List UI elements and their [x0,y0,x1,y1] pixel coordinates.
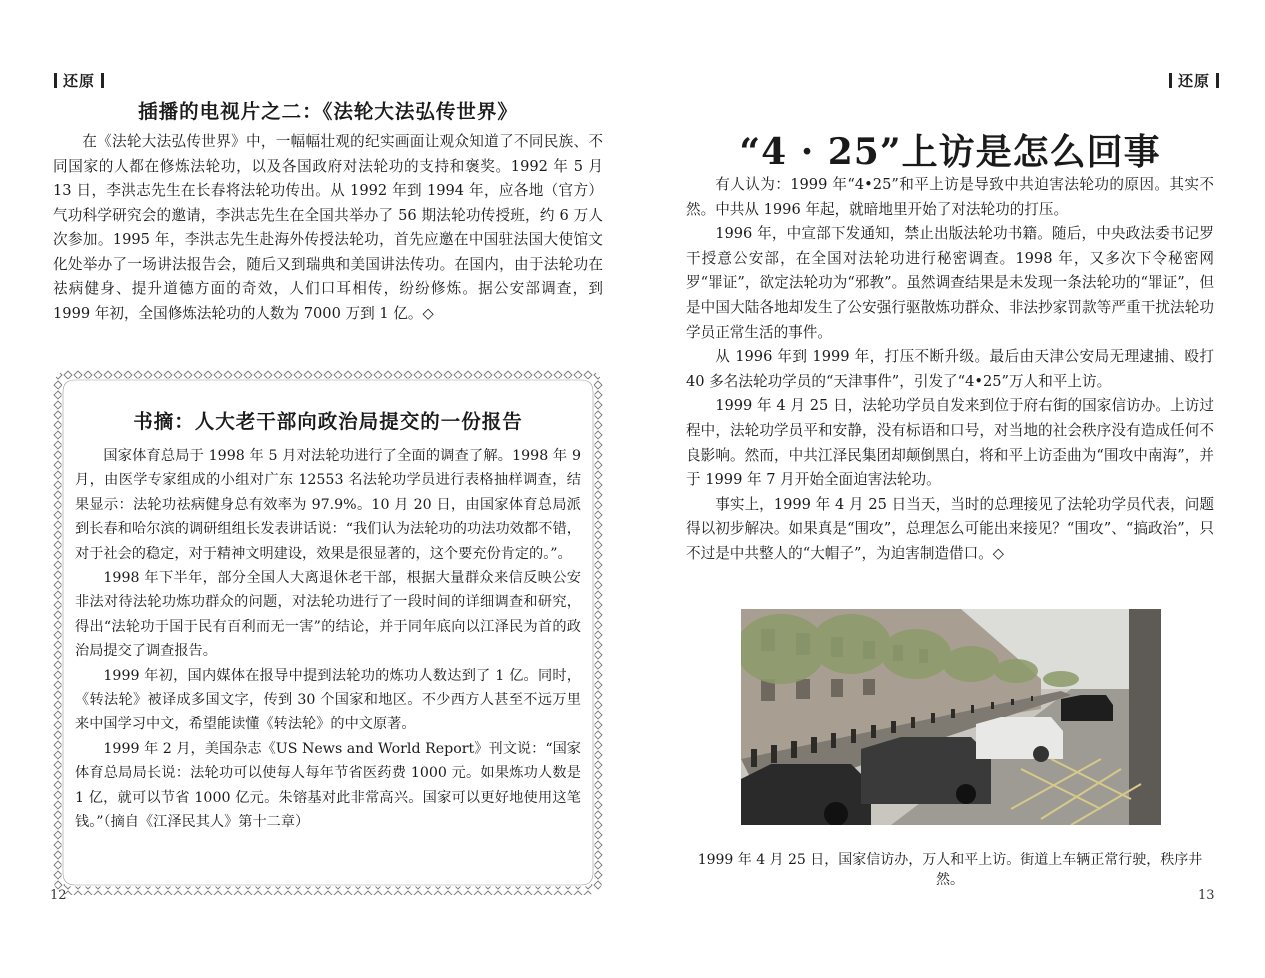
photo-caption: 1999 年 4 月 25 日，国家信访办，万人和平上访。街道上车辆正常行驶，秩序井然。 [697,852,1203,888]
book-excerpt-paragraph: 国家体育总局于 1998 年 5 月对法轮功进行了全面的调查了解。1998 年 9 月，由医学专家组成的小组对广东 12553 名法轮功学员进行表格抽样调查，结果显示：法轮功祛病健身总有效率为 97.9%。10 月 20 日，由国家体育总局派到长春和哈尔滨的调研组组长发表讲话说：“我们认为法轮功的功法功效都不错，对于社会的稳定，对于精神文明建设，效果是很显著的，这个要充份肯定的。”。 [75,448,581,562]
right-article-paragraph: 1999 年 4 月 25 日，法轮功学员自发来到位于府右街的国家信访办。上访过程中，法轮功学员平和安静，没有标语和口号，对当地的社会秩序没有造成任何不良影响。然而，中共江泽民集团却颠倒黑白，将和平上访歪曲为“围攻中南海”，并于 1999 年 7 月开始全面迫害法轮功。 [686,397,1214,489]
section-tag-left [48,70,110,91]
section-tag-right-label: 还原 [1178,72,1211,90]
right-article-title: “4 · 25”上访是怎么回事 [739,131,1161,174]
right-article-paragraph: 1996 年，中宣部下发通知，禁止出版法轮功书籍。随后，中央政法委书记罗干授意公安部，在全国对法轮功进行秘密调查。1998 年，又多次下令秘密网罗“罪证”，欲定法轮功为“邪教”。虽然调查结果是未发现一条法轮功的“罪证”，但是中国大陆各地却发生了公安强行驱散炼功群众、非法抄家罚款等严重干扰法轮功学员正常生活的事件。 [686,225,1214,341]
right-article-body [686,173,1214,567]
page-number-right: 13 [1198,888,1215,903]
book-excerpt-title: 书摘：人大老干部向政治局提交的一份报告 [133,410,523,433]
left-article-title: 插播的电视片之二：《法轮大法弘传世界》 [138,100,518,123]
page-number-left: 12 [50,888,67,903]
left-article-paragraph: 在《法轮大法弘传世界》中，一幅幅壮观的纪实画面让观众知道了不同民族、不同国家的人都在修炼法轮功，以及各国政府对法轮功的支持和褒奖。1992 年 5 月 13 日，李洪志先生在长春将法轮功传出。从 1992 年到 1994 年，应各地（官方）气功科学研究会的邀请，李洪志先生在全国共举办了 56 期法轮功传授班，约 6 万人次参加。1995 年，李洪志先生赴海外传授法轮功，首先应邀在中国驻法国大使馆文化处举办了一场讲法报告会，随后又到瑞典和美国讲法传功。在国内，由于法轮功在祛病健身、提升道德方面的奇效，人们口耳相传，纷纷修炼。据公安部调查，到 1999 年初，全国修炼法轮功的人数为 7000 万到 1 亿。◇ [53,133,603,322]
right-article-paragraph: 事实上，1999 年 4 月 25 日当天，当时的总理接见了法轮功学员代表，问题得以初步解决。如果真是“围攻”，总理怎么可能出来接见？“围攻”、“搞政治”，只不过是中共整人的“大帽子”，为迫害制造借口。◇ [686,495,1214,562]
book-excerpt-paragraph: 1999 年 2 月，美国杂志《US News and World Report》刊文说：“国家体育总局局长说：法轮功可以使每人每年节省医药费 1000 元。如果炼功人数是 1 亿，就可以节省 1000 亿元。朱镕基对此非常高兴。国家可以更好地使用这笔钱。”（摘自《江泽民其人》第十二章） [75,740,581,831]
left-article [53,96,603,326]
street-photo [741,609,1161,825]
section-tag-left-label: 还原 [63,72,96,90]
book-excerpt-box [53,370,603,895]
section-tag-right [1163,70,1225,91]
right-article-paragraph: 有人认为：1999 年“4•25”和平上访是导致中共迫害法轮功的原因。其实不然。中共从 1996 年起，就暗地里开始了对法轮功的打压。 [686,176,1214,218]
book-excerpt-paragraph: 1999 年初，国内媒体在报导中提到法轮功的炼功人数达到了 1 亿。同时，《转法轮》被译成多国文字，传到 30 个国家和地区。不少西方人甚至不远万里来中国学习中文，希望能读懂《转法轮》的中文原著。 [75,667,581,733]
book-excerpt-paragraph: 1998 年下半年，部分全国人大离退休老干部，根据大量群众来信反映公安非法对待法轮功炼功群众的问题，对法轮功进行了一段时间的详细调查和研究，得出“法轮功于国于民有百利而无一害”的结论，并于同年底向以江泽民为首的政治局提交了调查报告。 [75,570,581,660]
right-article-paragraph: 从 1996 年到 1999 年，打压不断升级。最后由天津公安局无理逮捕、殴打 40 多名法轮功学员的“天津事件”，引发了“4•25”万人和平上访。 [686,348,1214,390]
